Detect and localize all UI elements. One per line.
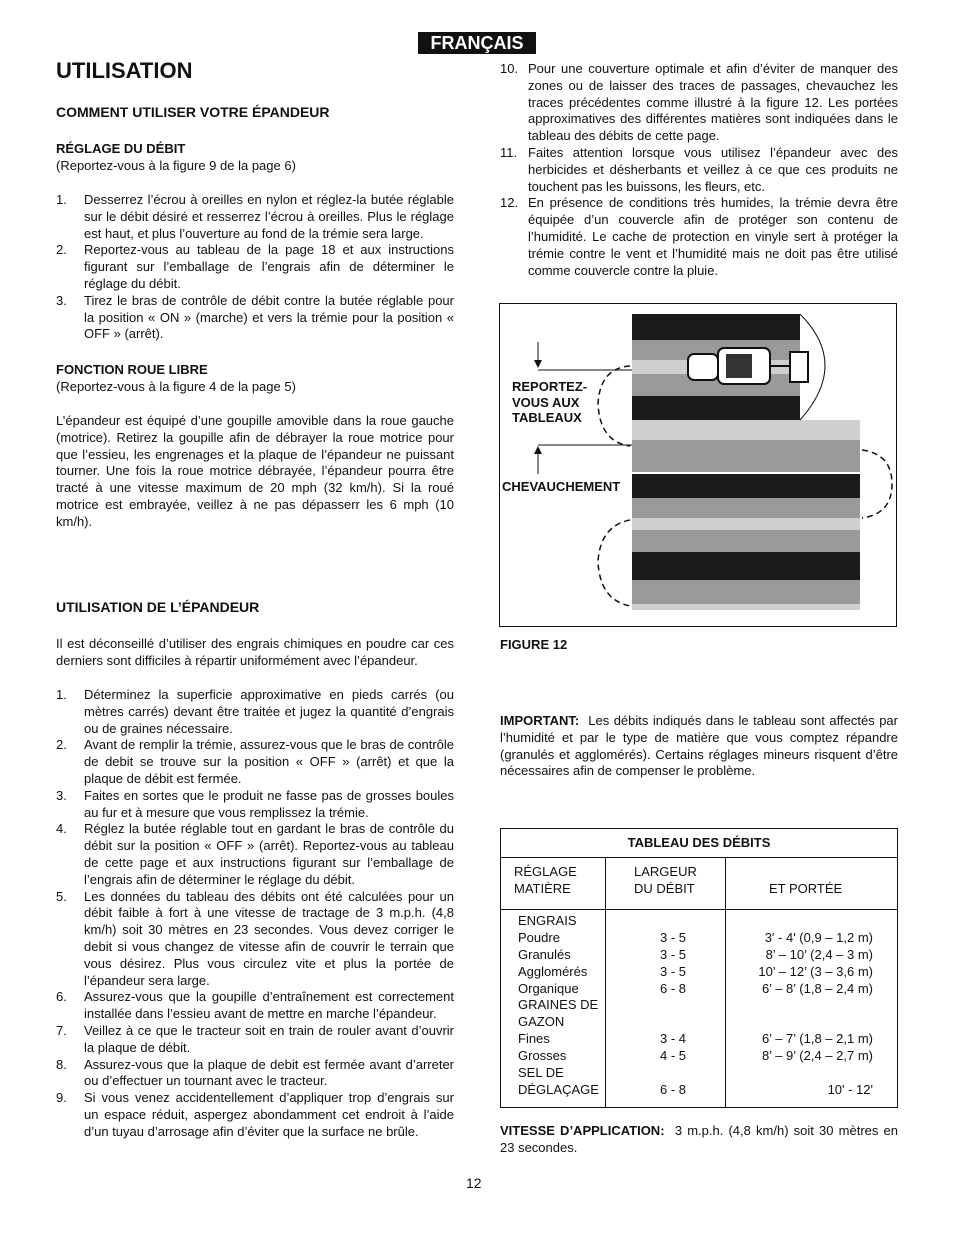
freewheel-title: FONCTION ROUE LIBRE: [56, 362, 208, 377]
cell-material: Fines: [518, 1031, 550, 1047]
usage-list: [56, 687, 454, 1141]
rate-table-title: TABLEAU DES DÉBITS: [501, 829, 897, 858]
list-item: 8. Assurez-vous que la plaque de debit est fermée avant d’arreter ou d’effectuer un tournant avec le tracteur.: [56, 1056, 454, 1089]
cell-setting: 3 - 5: [659, 946, 686, 962]
cell-material: ENGRAIS: [518, 913, 577, 928]
list-item: 4. Réglez la butée réglable tout en gardant le bras de contrôle du débit sur la position « OFF » (arrêt). Reportez-vous au tableau de cette page et aux instructions figurant sur l’emballage de l’engrais afin de déterminer le réglage du débit.: [56, 821, 454, 887]
cell-material: Grosses: [518, 1048, 567, 1064]
list-item: 1. Desserrez l’écrou à oreilles en nylon et réglez-la butée réglable sur le débit désiré et resserrez l’écrou à oreilles. Plus le réglage est haut, et plus l’ouverture au fond de la trémie sera large.: [56, 192, 454, 241]
cell-material: DÉGLAÇAGE: [518, 1081, 599, 1097]
table-row: [501, 1031, 897, 1048]
rate-table-header: [501, 857, 897, 910]
tractor-icon: [688, 348, 808, 384]
figure-caption: FIGURE 12: [500, 637, 568, 652]
table-row: [501, 1065, 897, 1082]
table-row: [501, 964, 897, 981]
cell-spread: 6’ – 7’ (1,8 – 2,1 m): [761, 1031, 873, 1047]
cell-spread: 8’ – 9’ (2,4 – 2,7 m): [761, 1048, 873, 1064]
list-item: 3. Tirez le bras de contrôle de débit contre la butée réglable pour la position « ON » (marche) et vers la trémie pour la position « OFF » (arrêt).: [56, 292, 454, 342]
cell-setting: 3 - 4: [659, 1031, 686, 1047]
speed-note: VITESSE D’APPLICATION: 3 m.p.h. (4,8 km/h) soit 30 mètres en 23 secondes.: [500, 1123, 898, 1155]
list-item: 12. En présence de conditions très humides, la trémie devra être équipée d’un couvercle afin de protéger son contenu de l’humidité. Le cache de protection en vinyle sert à protéger la trémie contre le vent et l’humidité mais ne doit pas être utilisé comme couvercle contre la pluie.: [500, 195, 898, 278]
cell-setting: 3 - 5: [659, 963, 686, 979]
rate-setting-ref: (Reportez-vous à la figure 9 de la page 6): [56, 158, 296, 173]
header-setting: LARGEUR DU DÉBIT: [634, 864, 697, 896]
cell-spread: 10’ – 12’ (3 – 3,6 m): [758, 963, 873, 979]
freewheel-body: L’épandeur est équipé d’une goupille amovible dans la roue gauche (motrice). Retirez la goupille afin de débrayer la roue motrice pour que l’essieu, les engrenages et la plaque de l’épandeur ne puissant tourner. Une fois la roue motrice débrayée, l’épandeur pourra être tracté à une vitesse maximum de 20 mph (32 km/h). Si la roué motrice est embrayée, veillez à ne pas dépasserr les 6 mph (10 km/h).: [56, 413, 454, 529]
table-row: [501, 913, 897, 930]
rate-table-body: [501, 913, 897, 1099]
cell-material: Organique: [518, 980, 579, 996]
usage-title: UTILISATION DE L’ÉPANDEUR: [56, 599, 260, 615]
figure-label-tables: REPORTEZ- VOUS AUX TABLEAUX: [512, 379, 588, 425]
important-note: IMPORTANT: Les débits indiqués dans le tableau sont affectés par l’humidité et par le type de matière que vous comptez répandre (granulés et agglomérés). Certains réglages mineurs risquent d’être nécessaires afin de compenser le problème.: [500, 713, 898, 779]
cell-spread: 6’ – 8’ (1,8 – 2,4 m): [761, 980, 873, 996]
list-item: 5. Les données du tableau des débits ont été calculées pour un débit faible à fort à une vitesse de tractage de 3 m.p.h. (4,8 km/h) soit 30 mètres en 23 secondes. Vous devez corriger le debit si vous changez de vitesse afin de couvrir le terrain que vous désirez. Plus vous circulez vite et plus la portée de l’épandeur sera large.: [56, 888, 454, 988]
header-material: RÉGLAGE MATIÈRE: [514, 864, 577, 896]
table-row: [501, 947, 897, 964]
spreading-diagram: [500, 304, 896, 626]
list-item: 1. Déterminez la superficie approximative en pieds carrés (ou mètres carrés) devant être traitée et jugez la quantité d’engrais ou de graines nécessaire.: [56, 687, 454, 736]
list-item: 6. Assurez-vous que la goupille d’entraînement est correctement installée dans l’essieu avant de mettre en marche l’épandeur.: [56, 989, 454, 1022]
cell-material: SEL DE: [518, 1065, 564, 1081]
table-row: [501, 1082, 897, 1099]
section-title-how-to-use: COMMENT UTILISER VOTRE ÉPANDEUR: [56, 104, 330, 120]
figure-12: [499, 303, 897, 627]
rate-setting-title: RÉGLAGE DU DÉBIT: [56, 141, 186, 156]
list-item: 7. Veillez à ce que le tracteur soit en train de rouler avant d’ouvrir la plaque de débit.: [56, 1022, 454, 1055]
right-usage-list: [500, 61, 898, 279]
cell-material: Poudre: [518, 929, 560, 945]
cell-setting: 3 - 5: [659, 929, 686, 945]
header-spread: ET PORTÉE: [769, 881, 843, 896]
freewheel-ref: (Reportez-vous à la figure 4 de la page 5): [56, 379, 296, 394]
cell-material: Agglomérés: [518, 963, 588, 979]
list-item: 2. Avant de remplir la trémie, assurez-vous que le bras de contrôle de debit se trouve sur la position « OFF » (arrêt) et que la plaque de débit est fermée.: [56, 737, 454, 786]
cell-material: GAZON: [518, 1014, 565, 1030]
page-number: 12: [466, 1175, 482, 1191]
language-badge: FRANÇAIS: [418, 32, 536, 54]
cell-material: GRAINES DE: [518, 997, 599, 1013]
rate-setting-list: [56, 192, 454, 343]
table-row: [501, 997, 897, 1014]
list-item: 9. Si vous venez accidentellement d’appliquer trop d’engrais sur un espace réduit, aspergez abondamment cet endroit à l’aide d’un tuyau d’arrosage afin d’éviter que la surface ne brûle.: [56, 1090, 454, 1139]
page-title: UTILISATION: [56, 58, 193, 83]
cell-setting: 6 - 8: [659, 1081, 686, 1097]
cell-spread: 3' - 4' (0,9 – 1,2 m): [764, 929, 873, 945]
cell-spread: 8’ – 10’ (2,4 – 3 m): [765, 946, 873, 962]
list-item: 2. Reportez-vous au tableau de la page 18 et aux instructions figurant sur l’emballage de l’engrais afin de déterminer le réglage du débit.: [56, 242, 454, 291]
list-item: 11. Faites attention lorsque vous utilisez l’épandeur avec des herbicides et désherbants et veillez à ce que ces produits ne touchent pas les buissons, les fleurs, etc.: [500, 144, 898, 194]
cell-spread: 10' - 12': [827, 1081, 873, 1097]
figure-label-overlap: CHEVAUCHEMENT: [502, 479, 621, 494]
cell-material: Granulés: [518, 946, 571, 962]
table-row: [501, 981, 897, 998]
list-item: 10. Pour une couverture optimale et afin d’éviter de manquer des zones ou de laisser des traces de passages, chevauchez les traces précédentes comme illustré à la figure 12. Les portées approximatives des différentes matières sont indiquées dans le tableau des débits de cette page.: [500, 61, 898, 144]
cell-setting: 6 - 8: [659, 980, 686, 996]
table-row: [501, 930, 897, 947]
table-row: [501, 1014, 897, 1031]
cell-setting: 4 - 5: [659, 1048, 686, 1064]
usage-intro: Il est déconseillé d’utiliser des engrais chimiques en poudre car ces derniers sont difficiles à répartir uniformément avec l’épandeur.: [56, 636, 454, 668]
rate-table: [500, 828, 898, 1108]
table-row: [501, 1048, 897, 1065]
list-item: 3. Faites en sortes que le produit ne fasse pas de grosses boules au fur et à mesure que vous remplissez la trémie.: [56, 787, 454, 820]
